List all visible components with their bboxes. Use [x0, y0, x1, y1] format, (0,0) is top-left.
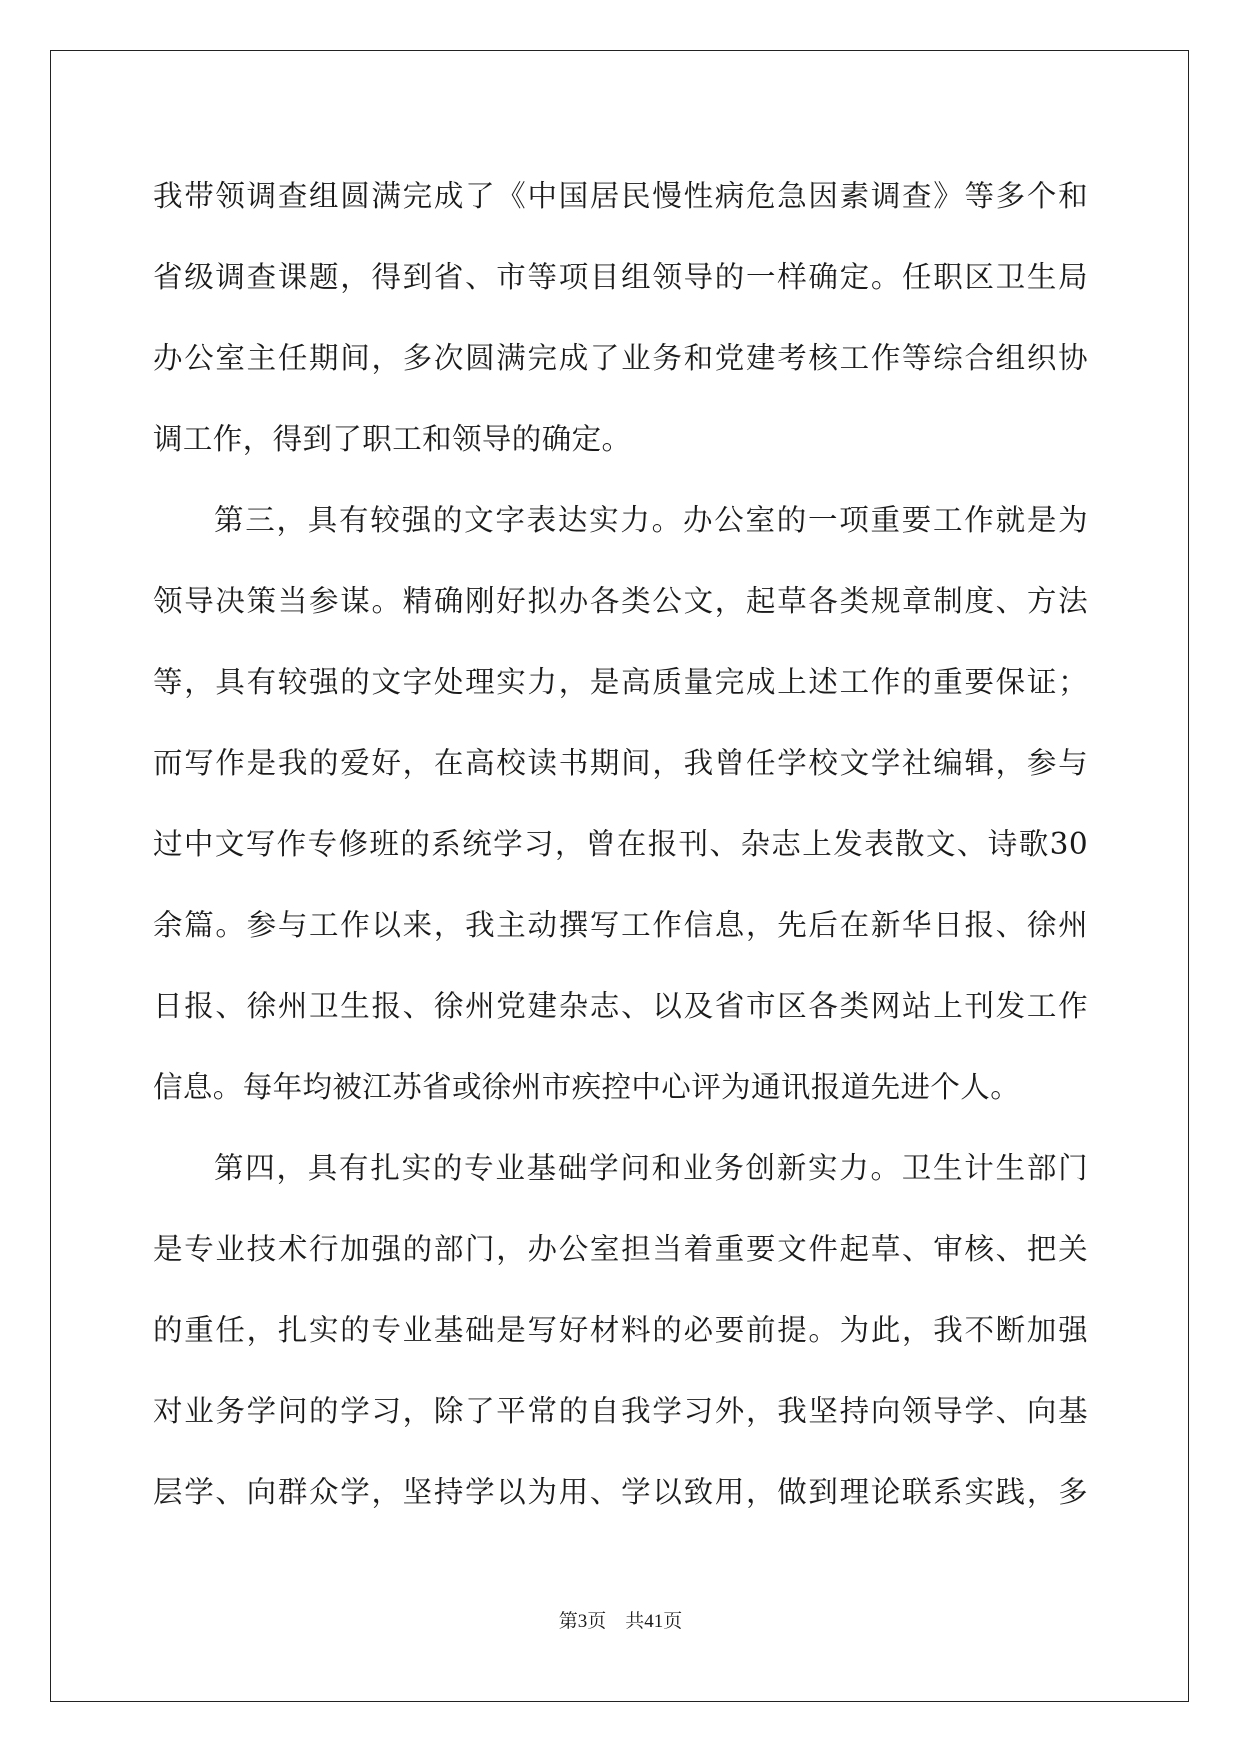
text-line: 等，具有较强的文字处理实力，是高质量完成上述工作的重要保证； — [153, 665, 1088, 699]
text-line: 过中文写作专修班的系统学习，曾在报刊、杂志上发表散文、诗歌30 — [153, 827, 1088, 861]
paragraph-start-line: 第三，具有较强的文字表达实力。办公室的一项重要工作就是为 — [214, 503, 1088, 537]
text-line: 的重任，扎实的专业基础是写好材料的必要前提。为此，我不断加强 — [153, 1313, 1088, 1347]
document-body — [153, 156, 1088, 1533]
text-line: 是专业技术行加强的部门，办公室担当着重要文件起草、审核、把关 — [153, 1232, 1088, 1266]
page-number-footer: 第3页 共41页 — [558, 1611, 683, 1632]
text-line: 办公室主任期间，多次圆满完成了业务和党建考核工作等综合组织协 — [153, 341, 1088, 375]
text-line: 余篇。参与工作以来，我主动撰写工作信息，先后在新华日报、徐州 — [153, 908, 1088, 942]
text-line: 我带领调查组圆满完成了《中国居民慢性病危急因素调查》等多个和 — [153, 179, 1088, 213]
text-line: 对业务学问的学习，除了平常的自我学习外，我坚持向领导学、向基 — [153, 1394, 1088, 1428]
text-line: 而写作是我的爱好，在高校读书期间，我曾任学校文学社编辑，参与 — [153, 746, 1088, 780]
text-line: 省级调查课题，得到省、市等项目组领导的一样确定。任职区卫生局 — [153, 260, 1088, 294]
paragraph-start-line: 第四，具有扎实的专业基础学问和业务创新实力。卫生计生部门 — [214, 1151, 1088, 1185]
text-line: 层学、向群众学，坚持学以为用、学以致用，做到理论联系实践，多 — [153, 1475, 1088, 1509]
text-line: 信息。每年均被江苏省或徐州市疾控中心评为通讯报道先进个人。 — [153, 1070, 1021, 1104]
text-line: 日报、徐州卫生报、徐州党建杂志、以及省市区各类网站上刊发工作 — [153, 989, 1088, 1023]
text-line: 调工作，得到了职工和领导的确定。 — [153, 422, 632, 456]
text-line: 领导决策当参谋。精确刚好拟办各类公文，起草各类规章制度、方法 — [153, 584, 1088, 618]
